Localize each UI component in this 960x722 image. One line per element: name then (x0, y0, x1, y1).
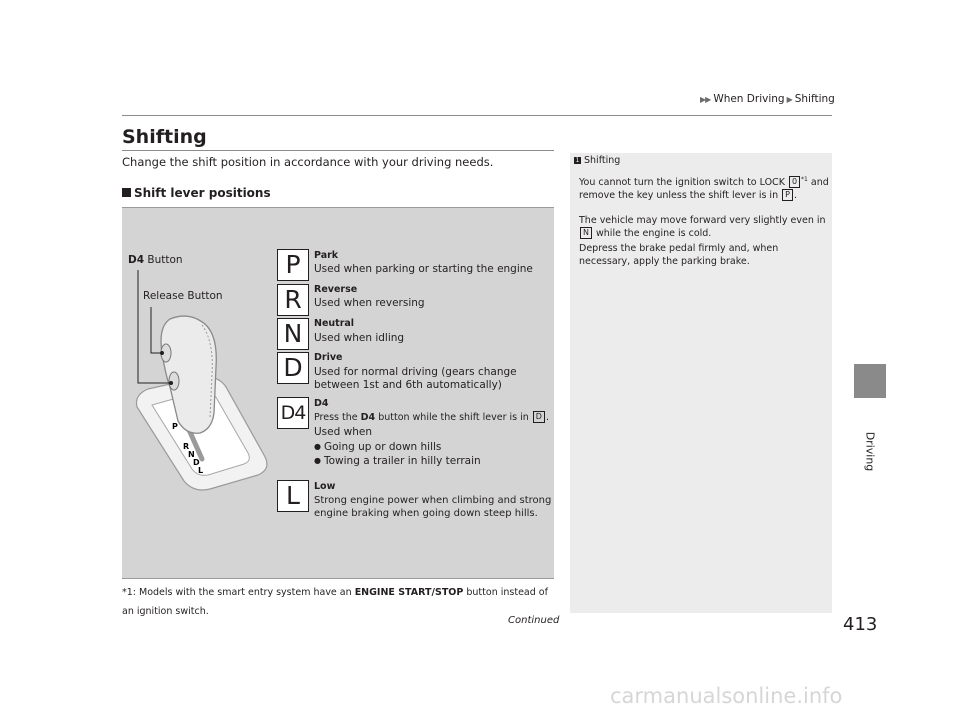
position-l-symbol: L (277, 480, 309, 512)
breadcrumb-section[interactable]: When Driving (713, 93, 785, 105)
gate-letter-l: L (198, 466, 204, 475)
subheading (122, 186, 271, 200)
gate-letter-d: D (193, 458, 200, 467)
subheading-text: Shift lever positions (134, 186, 271, 200)
release-button-leader-dot (160, 351, 164, 355)
continued-label: Continued (508, 615, 560, 626)
position-n-desc: Used when idling (314, 332, 405, 344)
p-key-icon: P (782, 189, 793, 201)
page-number: 413 (843, 614, 878, 635)
lock-0-key-icon: 0 (789, 176, 800, 188)
position-n-name: Neutral (314, 318, 355, 329)
release-button-leader-line (151, 307, 162, 353)
d-key-icon: D (533, 411, 545, 423)
d4-button-leader-dot (169, 381, 173, 385)
title-rule (122, 150, 554, 151)
gate-letter-r: R (183, 442, 190, 451)
header-rule (122, 115, 832, 116)
position-d-symbol: D (277, 352, 309, 384)
page-title: Shifting (122, 126, 207, 148)
note-p2-post: while the engine is cold. (596, 228, 712, 239)
d4-desc-pre: Press the (314, 412, 358, 423)
note-p1-mid: and remove the key unless the shift lever is in (579, 177, 829, 202)
note-paragraph-3: Depress the brake pedal firmly and, when necessary, apply the parking brake. (579, 243, 779, 267)
breadcrumb-separator-icon: ▶ (786, 95, 793, 104)
d4-button-label-bold: D4 (128, 254, 145, 266)
bullet-item: ● Going up or down hills (314, 440, 481, 454)
n-key-icon: N (580, 227, 592, 239)
release-button-label: Release Button (143, 290, 223, 302)
position-l-desc: Strong engine power when climbing and strong engine braking when going down steep hills. (314, 495, 552, 519)
note-heading-text: Shifting (584, 155, 621, 166)
breadcrumb-arrow-icon: ▶▶ (700, 95, 711, 104)
position-d-name: Drive (314, 352, 343, 363)
position-n-symbol: N (277, 318, 309, 350)
footnote (122, 583, 558, 621)
note-reference-icon: 1 (575, 157, 580, 164)
release-button-graphic (169, 372, 179, 390)
position-d4-used-when: Used when (314, 426, 372, 438)
breadcrumb (700, 93, 835, 105)
footnote-pre: *1: Models with the smart entry system have an (122, 587, 352, 598)
position-d4-symbol: D4 (277, 397, 309, 429)
position-l-name: Low (314, 481, 336, 492)
note-p1-footnote-ref: *1 (801, 176, 808, 183)
note-p2-pre: The vehicle may move forward very slightly even in (579, 215, 826, 226)
position-d4-desc (314, 411, 549, 424)
breadcrumb-page: Shifting (794, 93, 835, 105)
d4-button-label (128, 254, 183, 266)
footnote-bold: ENGINE START/STOP (354, 587, 464, 598)
position-r-symbol: R (277, 284, 309, 316)
note-paragraph-1 (579, 173, 829, 202)
watermark: carmanualsonline.info (610, 684, 843, 708)
position-p-desc: Used when parking or starting the engine (314, 263, 533, 275)
footnote-post: button instead of an ignition switch. (122, 587, 548, 617)
note-heading (574, 155, 620, 166)
bullet-item: ● Towing a trailer in hilly terrain (314, 454, 481, 468)
position-d4-bullets (314, 440, 481, 468)
position-d-desc: Used for normal driving (gears change between 1st and 6th automatically) (314, 366, 517, 391)
chapter-tab-label: Driving (863, 431, 877, 472)
gate-letter-p: P (172, 422, 178, 431)
square-bullet-icon (122, 188, 131, 197)
note-p1-post: . (793, 190, 797, 202)
d4-desc-mid: button while the shift lever is in (378, 412, 529, 423)
chapter-tab-marker (854, 364, 886, 398)
position-d4-name: D4 (314, 398, 329, 409)
position-r-name: Reverse (314, 284, 358, 295)
intro-text: Change the shift position in accordance with your driving needs. (122, 155, 494, 169)
note-paragraph-2 (579, 214, 829, 240)
gate-letter-n: N (188, 450, 195, 459)
note-p1-pre: You cannot turn the ignition switch to LOCK (579, 177, 785, 189)
d4-button-label-text: Button (147, 254, 183, 266)
position-r-desc: Used when reversing (314, 297, 425, 309)
d4-desc-post: . (545, 412, 549, 423)
position-p-symbol: P (277, 249, 309, 281)
position-p-name: Park (314, 250, 339, 261)
d4-desc-bold: D4 (360, 412, 376, 423)
